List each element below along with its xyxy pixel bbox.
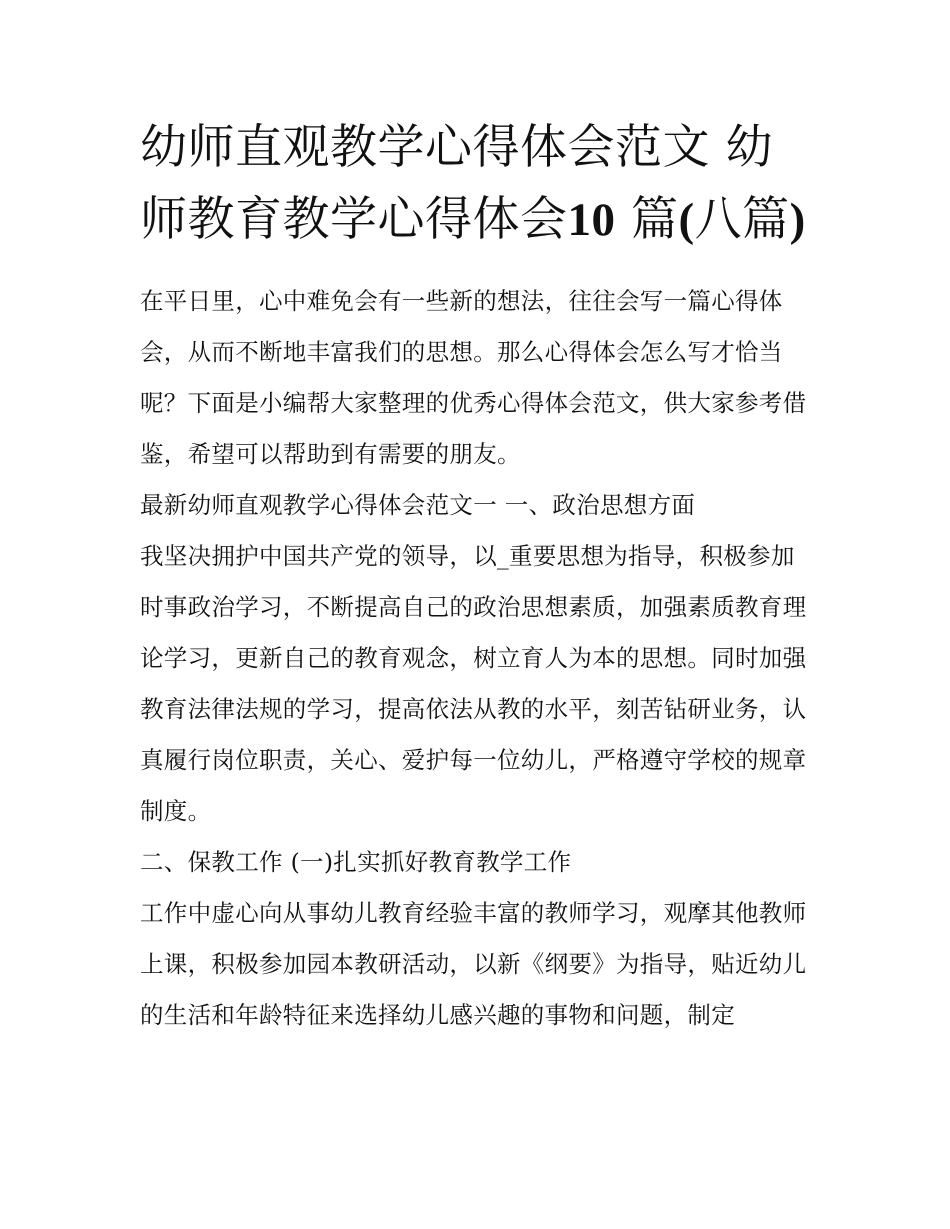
title-text-part2: 篇 bbox=[615, 192, 679, 247]
section-heading-political: 最新幼师直观教学心得体会范文一 一、政治思想方面 bbox=[140, 491, 696, 519]
title-paren-open: ( bbox=[678, 194, 695, 246]
title-number: 10 bbox=[567, 194, 616, 246]
teaching-paragraph: 工作中虚心向从事幼儿教育经验丰富的教师学习，观摩其他教师上课，积极参加园本教研活动，以新《纲要》为指导，贴近幼儿的生活和年龄特征来选择幼儿感兴趣的事物和问题，制定 bbox=[140, 899, 807, 1029]
document-body bbox=[140, 276, 812, 1041]
section-heading-teaching: 二、保教工作 (一)扎实抓好教育教学工作 bbox=[140, 848, 572, 876]
title-text-part1: 幼师直观教学心得体会范文 幼师教育教学心得体会 bbox=[140, 120, 773, 247]
intro-paragraph: 在平日里，心中难免会有一些新的想法，往往会写一篇心得体会，从而不断地丰富我们的思想。那么心得体会怎么写才恰当呢？下面是小编帮大家整理的优秀心得体会范文，供大家参考借鉴，希望可以帮助到有需要的朋友。 bbox=[140, 287, 807, 468]
political-paragraph: 我坚决拥护中国共产党的领导，以_重要思想为指导，积极参加时事政治学习，不断提高自己的政治思想素质，加强素质教育理论学习，更新自己的教育观念，树立育人为本的思想。同时加强教育法律法规的学习，提高依法从教的水平，刻苦钻研业务，认真履行岗位职责，关心、爱护每一位幼儿，严格遵守学校的规章制度。 bbox=[140, 542, 807, 825]
document-content bbox=[140, 112, 812, 1041]
document-title bbox=[140, 112, 812, 256]
title-paren-close: ) bbox=[789, 194, 806, 246]
title-text-part3: 八篇 bbox=[694, 192, 790, 247]
